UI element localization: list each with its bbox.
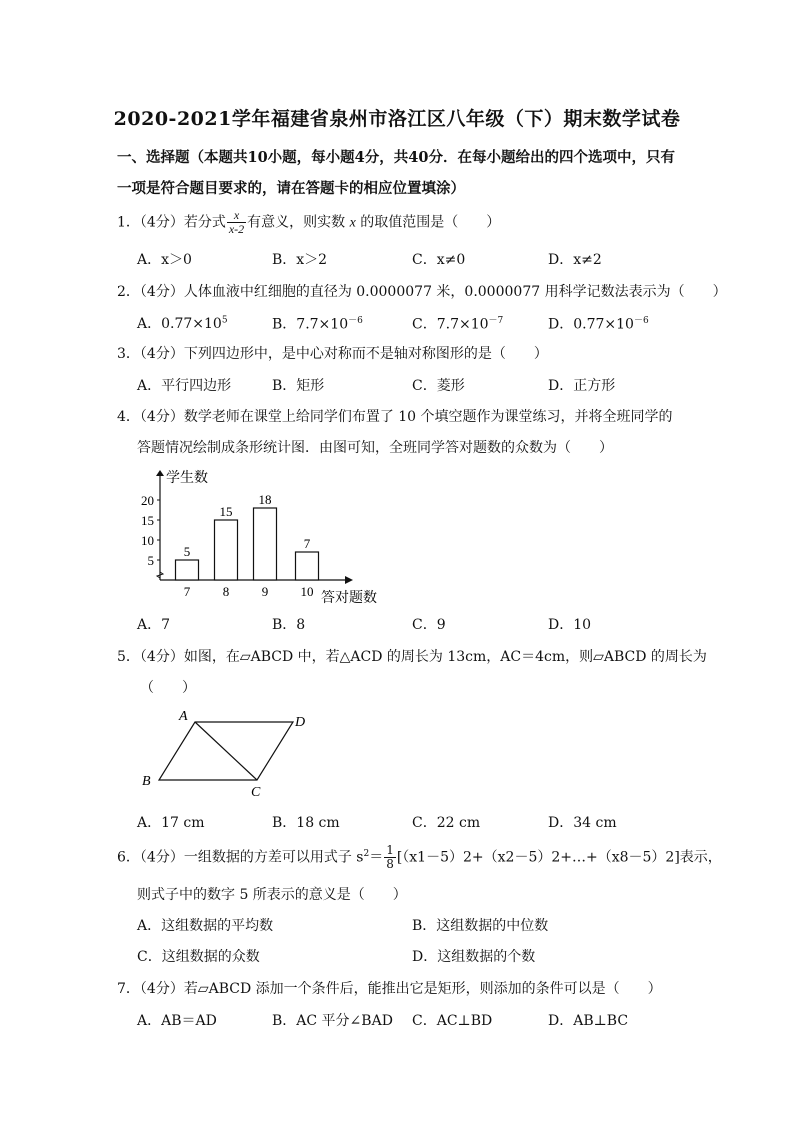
- q5-option-d[interactable]: D．34 cm: [548, 815, 617, 831]
- q1-option-b[interactable]: B．x＞2: [272, 252, 328, 268]
- y-axis-arrow: [156, 470, 164, 476]
- q6-frac-den: 8: [386, 857, 394, 871]
- page-title: 2020-2021学年福建省泉州市洛江区八年级（下）期末数学试卷: [113, 108, 681, 130]
- q6-formula: [（x1－5）2+（x2－5）2+…+（x8－5）2]表示，: [396, 849, 722, 866]
- bar: [254, 508, 277, 580]
- q5-option-c[interactable]: C．22 cm: [412, 815, 481, 831]
- q6-frac-num: 1: [386, 843, 394, 857]
- q3-option-c[interactable]: C．菱形: [412, 378, 465, 394]
- q6-prefix: 6．（4分）一组数据的方差可以用式子 s: [117, 849, 364, 866]
- q6-option-b[interactable]: B．这组数据的中位数: [412, 918, 549, 934]
- bar: [296, 552, 319, 580]
- q7-option-b[interactable]: B．AC 平分∠BAD: [272, 1013, 393, 1029]
- vertex-label-a: A: [179, 709, 188, 724]
- y-tick-label: 20: [141, 493, 154, 508]
- question-7: 7．（4分）若▱ABCD 添加一个条件后，能推出它是矩形，则添加的条件可以是（ ）: [117, 981, 662, 997]
- q2-option-d[interactable]: D．$0.77\times 10^{-6}$: [548, 316, 649, 333]
- q1-suffix: 有意义，则实数: [247, 214, 346, 231]
- y-tick-label: 15: [141, 513, 154, 528]
- y-axis-label: 学生数: [166, 471, 208, 486]
- q2-option-c[interactable]: C．$7.7\times 10^{-7}$: [412, 316, 504, 333]
- vertex-label-d: D: [295, 715, 306, 730]
- question-6-line-1: [117, 844, 722, 871]
- q1-frac-den: x-2: [228, 222, 245, 236]
- q1-frac-num: x: [227, 209, 246, 223]
- q7-option-c[interactable]: C．AC⊥BD: [412, 1013, 493, 1029]
- question-4-line-2: 答题情况绘制成条形统计图．由图可知，全班同学答对题数的众数为（ ）: [137, 440, 613, 456]
- section-heading-line-1: 一、选择题（本题共10小题，每小题4分，共40分．在每小题给出的四个选项中，只有: [117, 149, 675, 166]
- vertex-label-c: C: [251, 785, 261, 799]
- q1-option-a[interactable]: A．x＞0: [137, 252, 192, 268]
- q4-option-c[interactable]: C．9: [412, 617, 446, 633]
- q2-option-a[interactable]: A．$0.77\times 10^5$: [137, 315, 228, 332]
- q6-option-a[interactable]: A．这组数据的平均数: [137, 918, 274, 934]
- bar-value-label: 18: [258, 492, 272, 507]
- y-tick-label: 10: [141, 533, 154, 548]
- bar: [215, 520, 238, 580]
- q6-fraction: [384, 844, 396, 871]
- q1-option-c[interactable]: C．x≠0: [412, 252, 466, 268]
- q5-option-b[interactable]: B．18 cm: [272, 815, 340, 831]
- x-tick-label: 8: [222, 584, 230, 599]
- q7-option-a[interactable]: A．AB＝AD: [137, 1013, 217, 1029]
- q5-option-a[interactable]: A．17 cm: [137, 815, 205, 831]
- q4-option-b[interactable]: B．8: [272, 617, 306, 633]
- q1-fraction: [227, 209, 246, 236]
- q4-option-a[interactable]: A．7: [137, 617, 171, 633]
- q1-suffix2: 的取值范围是（ ）: [360, 214, 501, 231]
- q6-option-c[interactable]: C．这组数据的众数: [137, 949, 260, 965]
- q6-equals: ＝: [369, 849, 384, 866]
- q6-option-d[interactable]: D．这组数据的个数: [412, 949, 536, 965]
- bar-value-label: 5: [183, 544, 191, 559]
- diagonal-ac: [195, 722, 257, 780]
- question-4-line-1: 4．（4分）数学老师在课堂上给同学们布置了 10 个填空题作为课堂练习，并将全班同学的: [117, 409, 673, 425]
- x-tick-label: 10: [300, 584, 314, 599]
- q7-option-d[interactable]: D．AB⊥BC: [548, 1013, 629, 1029]
- bar-value-label: 7: [303, 536, 311, 551]
- vertex-label-b: B: [142, 774, 151, 789]
- x-axis-label: 答对题数: [321, 591, 377, 606]
- question-5-line-2: （ ）: [140, 680, 196, 696]
- q1-prefix: 1．（4分）若分式: [117, 214, 226, 231]
- x-axis-arrow: [345, 576, 353, 584]
- q1-var: x: [349, 215, 356, 231]
- parallelogram-figure: [135, 704, 325, 799]
- x-tick-label: 9: [261, 584, 269, 599]
- q4-option-d[interactable]: D．10: [548, 617, 592, 633]
- q3-option-d[interactable]: D．正方形: [548, 378, 616, 394]
- q2-option-b[interactable]: B．$7.7\times 10^{-6}$: [272, 316, 363, 333]
- section-heading-line-2: 一项是符合题目要求的，请在答题卡的相应位置填涂）: [117, 180, 465, 197]
- question-2: 2．（4分）人体血液中红细胞的直径为 0.0000077 米，0.0000077 用科学记数法表示为（ ）: [117, 284, 727, 300]
- x-tick-label: 7: [183, 584, 191, 599]
- bar-chart: [130, 462, 400, 607]
- question-1: [117, 209, 500, 236]
- q1-option-d[interactable]: D．x≠2: [548, 252, 602, 268]
- q3-option-a[interactable]: A．平行四边形: [137, 378, 232, 394]
- bar: [176, 560, 199, 580]
- question-5-line-1: 5．（4分）如图，在▱ABCD 中，若△ACD 的周长为 13cm，AC＝4cm，则▱ABCD 的周长为: [117, 649, 707, 665]
- y-tick-label: 5: [147, 553, 154, 568]
- q3-option-b[interactable]: B．矩形: [272, 378, 325, 394]
- bar-value-label: 15: [219, 504, 233, 519]
- q6-square: 2: [363, 848, 370, 859]
- question-6-line-2: 则式子中的数字 5 所表示的意义是（ ）: [137, 887, 407, 903]
- question-3: 3．（4分）下列四边形中，是中心对称而不是轴对称图形的是（ ）: [117, 346, 548, 362]
